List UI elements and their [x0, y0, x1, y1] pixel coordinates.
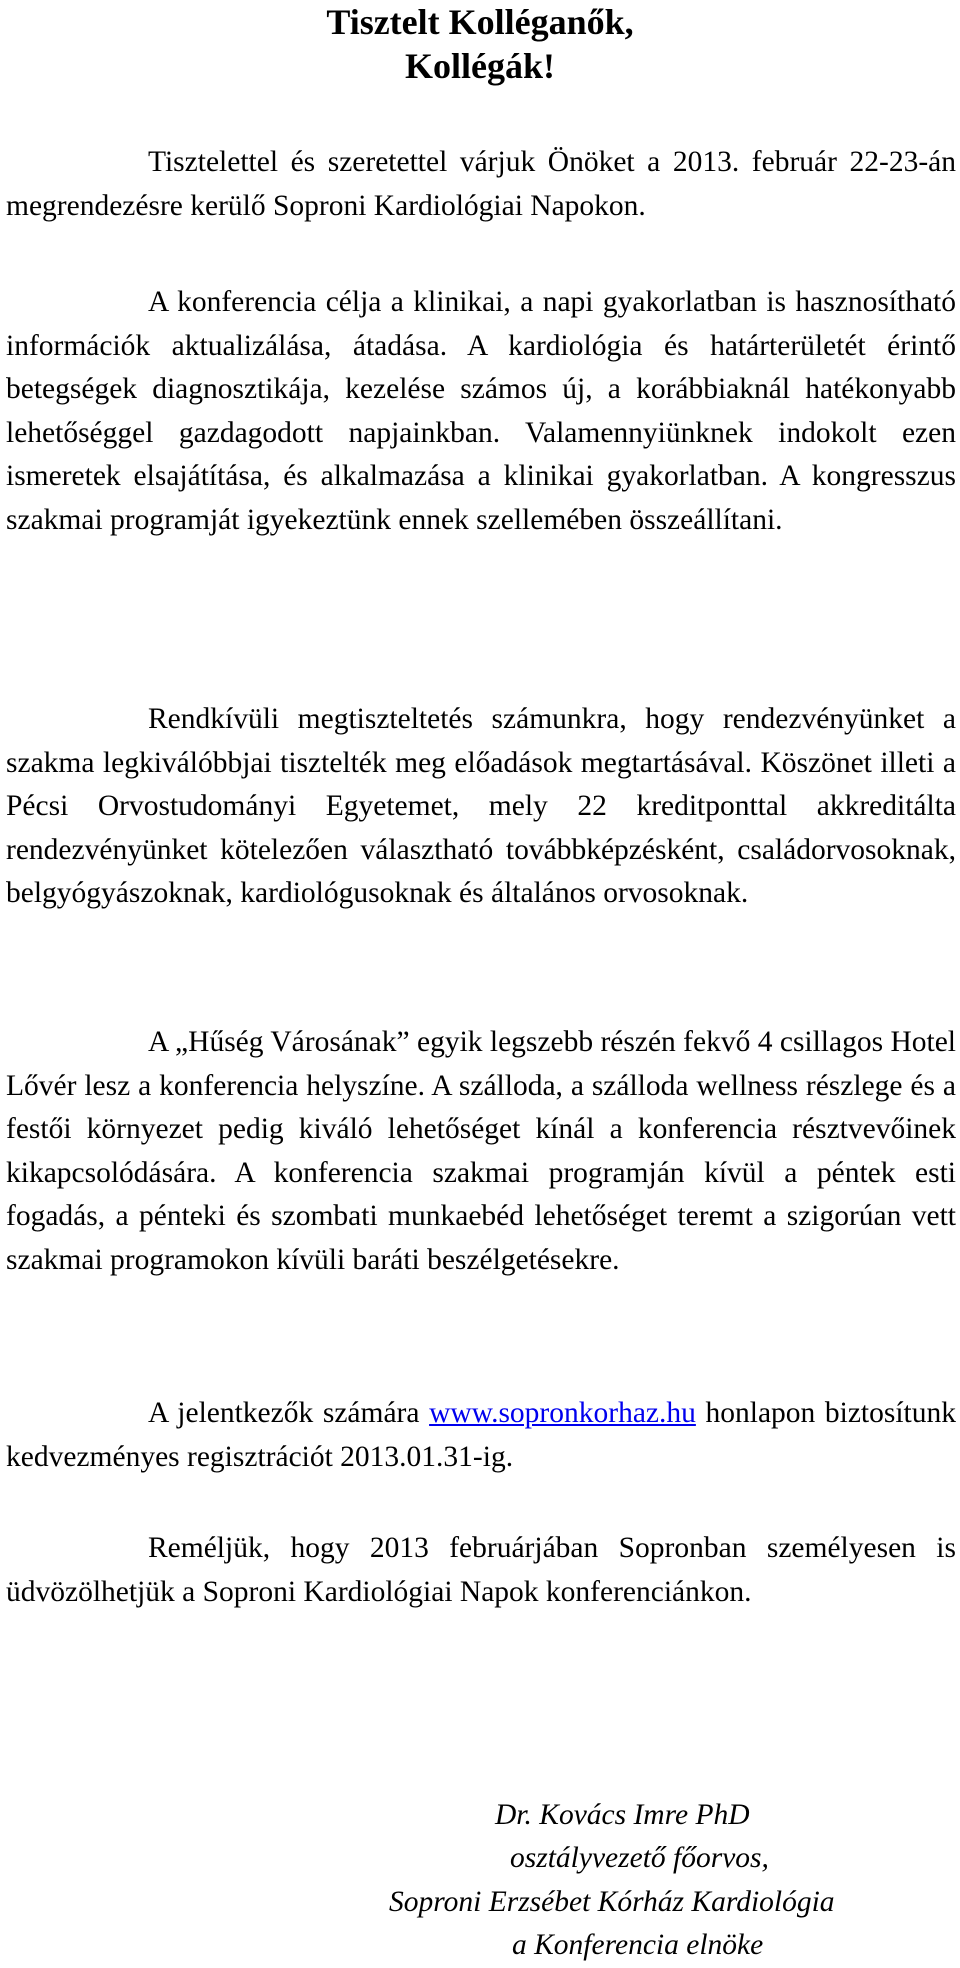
paragraph-conference-goal: A konferencia célja a klinikai, a napi gyakorlatban is hasznosítható információk aktualizálása, átadása. A kardiológia és határterületét érintő betegségek diagnosztikája, kezelése számos új, a korábbiaknál hatékonyabb lehetőséggel gazdagodott napjainkban. Valamennyiünknek indokolt ezen ismeretek elsajátítása, és alkalmazása a klinikai gyakorlatban. A kongresszus szakmai programját igyekeztünk ennek szellemében összeállítani.: [6, 286, 956, 536]
signature-name: Dr. Kovács Imre PhD: [495, 1799, 750, 1831]
greeting-line-1: Tisztelt Kolléganők,: [326, 2, 634, 42]
signature-role: a Konferencia elnöke: [512, 1929, 764, 1961]
paragraph-registration: [6, 1392, 956, 1479]
registration-text-after: honlapon biztosítunk kedvezményes regisztrációt 2013.01.31-ig.: [6, 1397, 956, 1473]
paragraph-venue: A „Hűség Városának” egyik legszebb részén fekvő 4 csillagos Hotel Lővér lesz a konferencia helyszíne. A szálloda, a szálloda wellness részlege és a festői környezet pedig kiváló lehetőséget kínál a konferencia résztvevőinek kikapcsolódására. A konferencia szakmai programján kívül a péntek esti fogadás, a pénteki és szombati munkaebéd lehetőséget teremt a szigorúan vett szakmai programokon kívüli baráti beszélgetésekre.: [6, 1026, 956, 1276]
paragraph-accreditation: Rendkívüli megtiszteltetés számunkra, hogy rendezvényünket a szakma legkiválóbbjai tisztelték meg előadások megtartásával. Köszönet illeti a Pécsi Orvostudományi Egyetemet, mely 22 kreditponttal akkreditálta rendezvényünket kötelezően választható továbbképzésként, családorvosoknak, belgyógyászoknak, kardiológusoknak és általános orvosoknak.: [6, 703, 956, 909]
website-link[interactable]: www.sopronkorhaz.hu: [429, 1397, 696, 1429]
signature-institution: Soproni Erzsébet Kórház Kardiológia: [389, 1886, 835, 1918]
registration-text-before: A jelentkezők számára: [148, 1397, 430, 1429]
greeting-line-2: Kollégák!: [405, 46, 555, 86]
paragraph-closing: Reméljük, hogy 2013 februárjában Sopronban személyesen is üdvözölhetjük a Soproni Kardiológiai Napok konferenciánkon.: [6, 1532, 956, 1608]
signature-position: osztályvezető főorvos,: [510, 1842, 769, 1874]
paragraph-invitation: Tisztelettel és szeretettel várjuk Önöket a 2013. február 22-23-án megrendezésre kerülő Soproni Kardiológiai Napokon.: [6, 146, 956, 222]
